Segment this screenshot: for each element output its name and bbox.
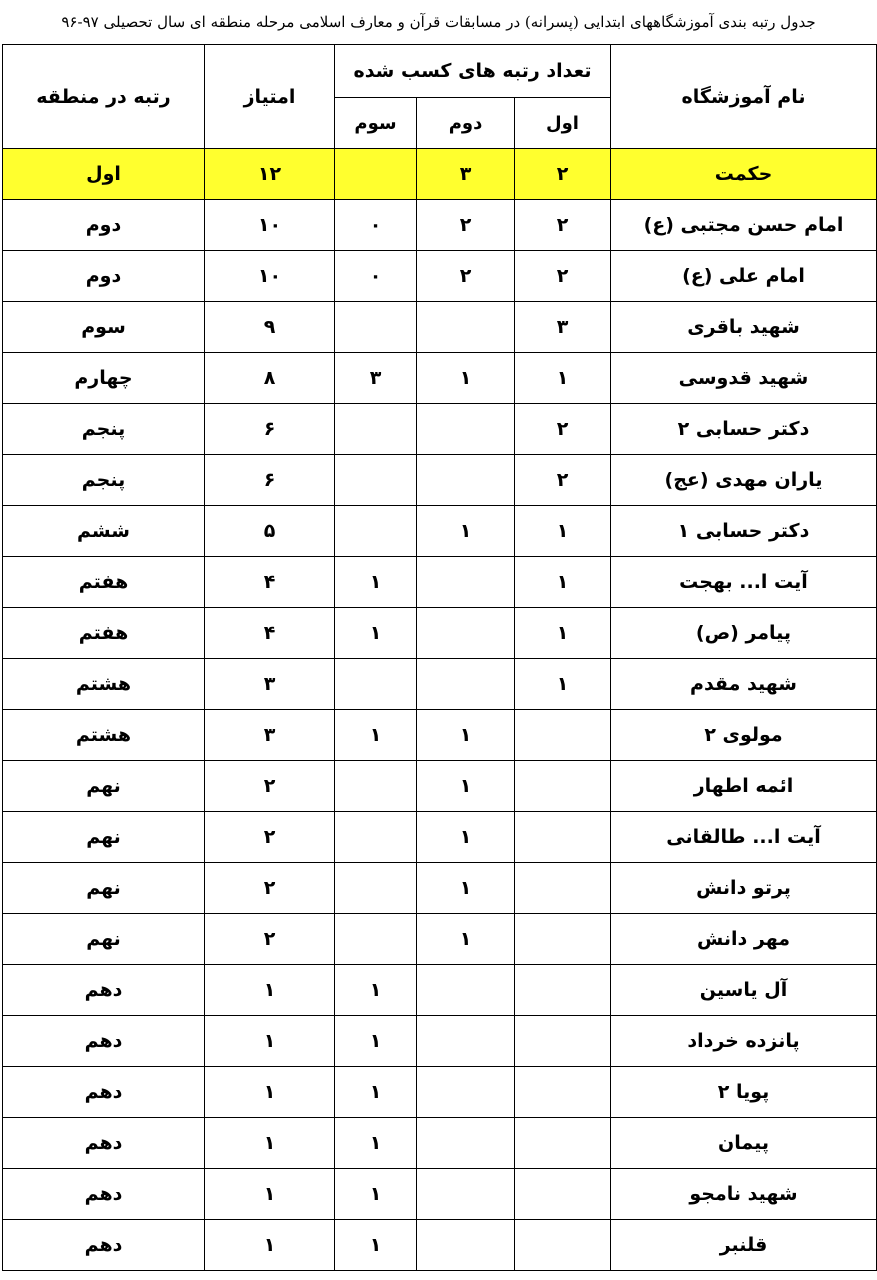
score-cell: ۴ (205, 608, 335, 659)
third-rank-count-cell: ۳ (335, 353, 417, 404)
first-rank-count-cell (515, 863, 611, 914)
region-rank-cell: هشتم (3, 659, 205, 710)
second-rank-count-cell (417, 404, 515, 455)
third-rank-count-cell (335, 404, 417, 455)
score-cell: ۱۲ (205, 149, 335, 200)
school-name-cell: ائمه اطهار (611, 761, 877, 812)
table-row (3, 914, 877, 965)
table-row (3, 710, 877, 761)
first-rank-count-cell: ۱ (515, 557, 611, 608)
score-cell: ۱۰ (205, 251, 335, 302)
second-rank-count-cell (417, 659, 515, 710)
school-name-cell: حکمت (611, 149, 877, 200)
third-rank-count-cell: ۰ (335, 200, 417, 251)
school-name-cell: پانزده خرداد (611, 1016, 877, 1067)
header-third: سوم (335, 98, 417, 149)
table-row (3, 659, 877, 710)
score-cell: ۱ (205, 1220, 335, 1271)
third-rank-count-cell: ۱ (335, 1016, 417, 1067)
region-rank-cell: ششم (3, 506, 205, 557)
first-rank-count-cell: ۱ (515, 353, 611, 404)
second-rank-count-cell: ۱ (417, 914, 515, 965)
school-name-cell: آیت ا... بهجت (611, 557, 877, 608)
second-rank-count-cell (417, 455, 515, 506)
third-rank-count-cell (335, 914, 417, 965)
score-cell: ۵ (205, 506, 335, 557)
third-rank-count-cell: ۱ (335, 608, 417, 659)
score-cell: ۴ (205, 557, 335, 608)
school-name-cell: دکتر حسابی ۲ (611, 404, 877, 455)
school-name-cell: امام حسن مجتبی (ع) (611, 200, 877, 251)
first-rank-count-cell: ۱ (515, 659, 611, 710)
third-rank-count-cell (335, 506, 417, 557)
score-cell: ۱ (205, 1016, 335, 1067)
region-rank-cell: هفتم (3, 557, 205, 608)
region-rank-cell: سوم (3, 302, 205, 353)
school-name-cell: آل یاسین (611, 965, 877, 1016)
school-name-cell: پیمان (611, 1118, 877, 1169)
header-second: دوم (417, 98, 515, 149)
region-rank-cell: دهم (3, 1016, 205, 1067)
second-rank-count-cell (417, 1118, 515, 1169)
second-rank-count-cell: ۱ (417, 863, 515, 914)
region-rank-cell: دهم (3, 1067, 205, 1118)
score-cell: ۶ (205, 404, 335, 455)
third-rank-count-cell: ۱ (335, 1067, 417, 1118)
header-region-rank: رتبه در منطقه (3, 45, 205, 149)
school-name-cell: مهر دانش (611, 914, 877, 965)
first-rank-count-cell (515, 965, 611, 1016)
score-cell: ۲ (205, 863, 335, 914)
second-rank-count-cell: ۳ (417, 149, 515, 200)
first-rank-count-cell: ۳ (515, 302, 611, 353)
third-rank-count-cell: ۱ (335, 1118, 417, 1169)
table-row (3, 557, 877, 608)
region-rank-cell: دهم (3, 965, 205, 1016)
region-rank-cell: نهم (3, 914, 205, 965)
region-rank-cell: نهم (3, 863, 205, 914)
header-first: اول (515, 98, 611, 149)
school-name-cell: پرتو دانش (611, 863, 877, 914)
school-name-cell: پیامر (ص) (611, 608, 877, 659)
first-rank-count-cell (515, 1016, 611, 1067)
third-rank-count-cell (335, 302, 417, 353)
region-rank-cell: چهارم (3, 353, 205, 404)
first-rank-count-cell (515, 710, 611, 761)
region-rank-cell: اول (3, 149, 205, 200)
score-cell: ۱ (205, 965, 335, 1016)
third-rank-count-cell (335, 761, 417, 812)
score-cell: ۹ (205, 302, 335, 353)
table-row (3, 1169, 877, 1220)
first-rank-count-cell: ۲ (515, 455, 611, 506)
table-row (3, 404, 877, 455)
region-rank-cell: دهم (3, 1220, 205, 1271)
table-row (3, 455, 877, 506)
score-cell: ۱ (205, 1118, 335, 1169)
third-rank-count-cell: ۱ (335, 1169, 417, 1220)
first-rank-count-cell: ۱ (515, 506, 611, 557)
score-cell: ۱ (205, 1067, 335, 1118)
school-name-cell: دکتر حسابی ۱ (611, 506, 877, 557)
header-ranks-earned: تعداد رتبه های کسب شده (335, 45, 611, 98)
second-rank-count-cell: ۱ (417, 761, 515, 812)
third-rank-count-cell: ۱ (335, 557, 417, 608)
third-rank-count-cell (335, 812, 417, 863)
table-body (3, 149, 877, 1271)
second-rank-count-cell: ۱ (417, 506, 515, 557)
second-rank-count-cell (417, 1067, 515, 1118)
second-rank-count-cell: ۲ (417, 251, 515, 302)
school-name-cell: شهید نامجو (611, 1169, 877, 1220)
region-rank-cell: هشتم (3, 710, 205, 761)
third-rank-count-cell: ۱ (335, 1220, 417, 1271)
table-row (3, 251, 877, 302)
score-cell: ۲ (205, 914, 335, 965)
school-name-cell: مولوی ۲ (611, 710, 877, 761)
second-rank-count-cell: ۱ (417, 353, 515, 404)
second-rank-count-cell (417, 302, 515, 353)
school-name-cell: شهید باقری (611, 302, 877, 353)
second-rank-count-cell (417, 1169, 515, 1220)
third-rank-count-cell (335, 455, 417, 506)
table-row (3, 1220, 877, 1271)
second-rank-count-cell: ۱ (417, 710, 515, 761)
third-rank-count-cell (335, 149, 417, 200)
first-rank-count-cell (515, 812, 611, 863)
score-cell: ۳ (205, 710, 335, 761)
region-rank-cell: پنجم (3, 404, 205, 455)
header-score: امتیاز (205, 45, 335, 149)
school-name-cell: آیت ا... طالقانی (611, 812, 877, 863)
second-rank-count-cell (417, 965, 515, 1016)
table-row-top-school (3, 149, 877, 200)
third-rank-count-cell: ۰ (335, 251, 417, 302)
school-name-cell: امام علی (ع) (611, 251, 877, 302)
first-rank-count-cell (515, 1118, 611, 1169)
score-cell: ۱ (205, 1169, 335, 1220)
table-row (3, 506, 877, 557)
region-rank-cell: دوم (3, 251, 205, 302)
first-rank-count-cell (515, 1067, 611, 1118)
first-rank-count-cell (515, 1169, 611, 1220)
first-rank-count-cell: ۱ (515, 608, 611, 659)
second-rank-count-cell (417, 1220, 515, 1271)
score-cell: ۲ (205, 812, 335, 863)
table-row (3, 608, 877, 659)
region-rank-cell: دوم (3, 200, 205, 251)
region-rank-cell: نهم (3, 812, 205, 863)
school-name-cell: یاران مهدی (عج) (611, 455, 877, 506)
table-row (3, 761, 877, 812)
first-rank-count-cell: ۲ (515, 149, 611, 200)
first-rank-count-cell: ۲ (515, 404, 611, 455)
first-rank-count-cell: ۲ (515, 251, 611, 302)
score-cell: ۱۰ (205, 200, 335, 251)
table-row (3, 1118, 877, 1169)
score-cell: ۶ (205, 455, 335, 506)
first-rank-count-cell (515, 914, 611, 965)
table-row (3, 1016, 877, 1067)
third-rank-count-cell (335, 863, 417, 914)
table-row (3, 302, 877, 353)
school-name-cell: شهید قدوسی (611, 353, 877, 404)
table-row (3, 863, 877, 914)
school-name-cell: شهید مقدم (611, 659, 877, 710)
school-name-cell: پویا ۲ (611, 1067, 877, 1118)
first-rank-count-cell: ۲ (515, 200, 611, 251)
page-title: جدول رتبه بندی آموزشگاههای ابتدایی (پسرانه) در مسابقات قرآن و معارف اسلامی مرحله منطقه ای سال تحصیلی ۹۷-۹۶ (61, 13, 816, 31)
region-rank-cell: دهم (3, 1118, 205, 1169)
table-row (3, 200, 877, 251)
third-rank-count-cell: ۱ (335, 965, 417, 1016)
third-rank-count-cell (335, 659, 417, 710)
table-header (3, 45, 877, 149)
header-school-name: نام آموزشگاه (611, 45, 877, 149)
second-rank-count-cell: ۱ (417, 812, 515, 863)
table-row (3, 353, 877, 404)
score-cell: ۸ (205, 353, 335, 404)
table-row (3, 812, 877, 863)
region-rank-cell: هفتم (3, 608, 205, 659)
second-rank-count-cell (417, 1016, 515, 1067)
score-cell: ۲ (205, 761, 335, 812)
region-rank-cell: پنجم (3, 455, 205, 506)
first-rank-count-cell (515, 1220, 611, 1271)
ranking-table (2, 44, 877, 1271)
second-rank-count-cell (417, 557, 515, 608)
school-name-cell: قلنبر (611, 1220, 877, 1271)
third-rank-count-cell: ۱ (335, 710, 417, 761)
table-row (3, 965, 877, 1016)
first-rank-count-cell (515, 761, 611, 812)
table-row (3, 1067, 877, 1118)
second-rank-count-cell (417, 608, 515, 659)
score-cell: ۳ (205, 659, 335, 710)
second-rank-count-cell: ۲ (417, 200, 515, 251)
region-rank-cell: دهم (3, 1169, 205, 1220)
region-rank-cell: نهم (3, 761, 205, 812)
